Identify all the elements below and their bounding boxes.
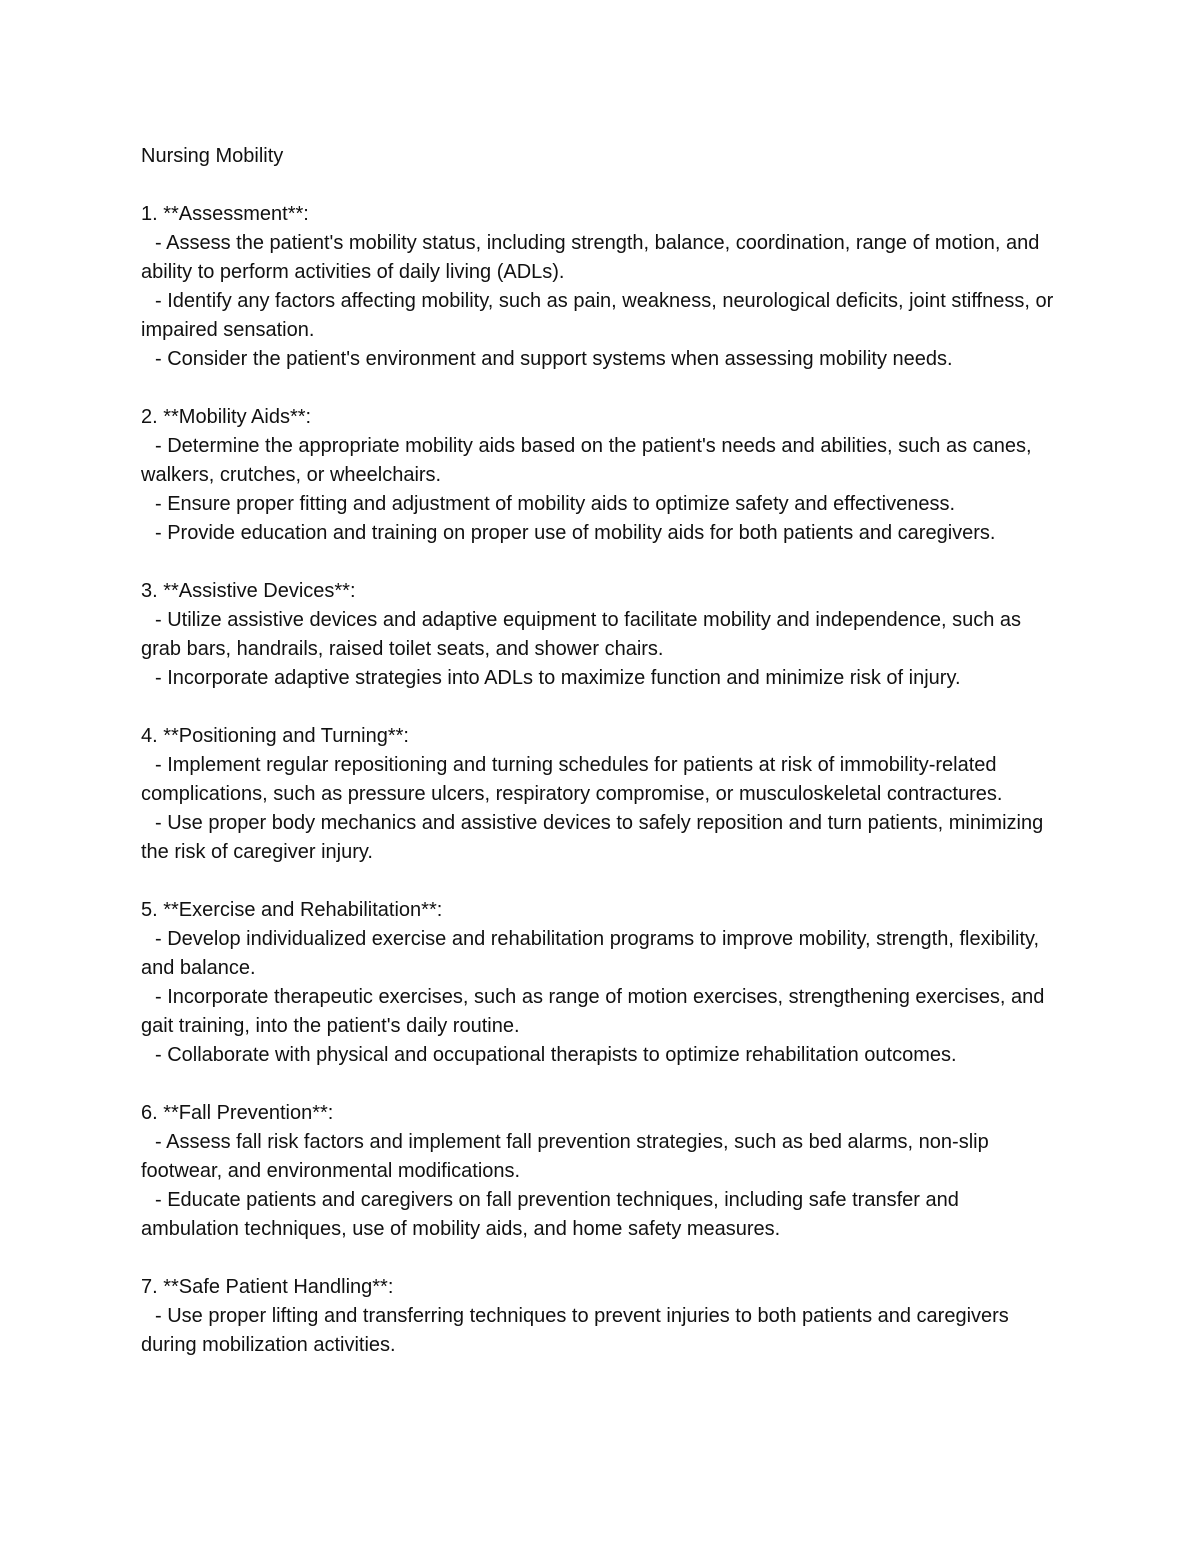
document-title: Nursing Mobility bbox=[141, 145, 284, 167]
blank-line bbox=[141, 548, 1061, 577]
bullet-item: - Assess fall risk factors and implement fall prevention strategies, such as bed alarms, non-slip footwear, and environmental modifications. bbox=[141, 1131, 995, 1182]
bullet-item: - Incorporate therapeutic exercises, such as range of motion exercises, strengthening exercises, and gait training, into the patient's daily routine. bbox=[141, 986, 1050, 1037]
blank-line bbox=[141, 867, 1061, 896]
bullet-item: - Develop individualized exercise and rehabilitation programs to improve mobility, strength, flexibility, and balance. bbox=[141, 928, 1045, 979]
bullet-item: - Ensure proper fitting and adjustment of mobility aids to optimize safety and effectiveness. bbox=[155, 493, 956, 515]
section-heading: 2. **Mobility Aids**: bbox=[141, 406, 312, 428]
blank-line bbox=[141, 1244, 1061, 1273]
bullet-item: - Use proper lifting and transferring techniques to prevent injuries to both patients and caregivers during mobilization activities. bbox=[141, 1305, 1015, 1356]
section-heading: 3. **Assistive Devices**: bbox=[141, 580, 356, 602]
section-assistive-devices bbox=[141, 577, 1061, 693]
section-mobility-aids bbox=[141, 403, 1061, 548]
section-safe-patient-handling bbox=[141, 1273, 1061, 1360]
blank-line bbox=[141, 171, 1061, 200]
section-heading: 5. **Exercise and Rehabilitation**: bbox=[141, 899, 443, 921]
blank-line bbox=[141, 1070, 1061, 1099]
bullet-item: - Provide education and training on proper use of mobility aids for both patients and caregivers. bbox=[155, 522, 996, 544]
section-positioning-turning bbox=[141, 722, 1061, 867]
bullet-item: - Use proper body mechanics and assistive devices to safely reposition and turn patients, minimizing the risk of caregiver injury. bbox=[141, 812, 1049, 863]
section-heading: 4. **Positioning and Turning**: bbox=[141, 725, 409, 747]
section-heading: 6. **Fall Prevention**: bbox=[141, 1102, 334, 1124]
bullet-item: - Utilize assistive devices and adaptive equipment to facilitate mobility and independence, such as grab bars, handrails, raised toilet seats, and shower chairs. bbox=[141, 609, 1027, 660]
section-heading: 7. **Safe Patient Handling**: bbox=[141, 1276, 394, 1298]
bullet-item: - Implement regular repositioning and turning schedules for patients at risk of immobility-related complications, such as pressure ulcers, respiratory compromise, or musculoskeletal contractures. bbox=[141, 754, 1003, 805]
bullet-item: - Consider the patient's environment and support systems when assessing mobility needs. bbox=[155, 348, 953, 370]
bullet-item: - Identify any factors affecting mobility, such as pain, weakness, neurological deficits, joint stiffness, or impaired sensation. bbox=[141, 290, 1059, 341]
section-fall-prevention bbox=[141, 1099, 1061, 1244]
bullet-item: - Collaborate with physical and occupational therapists to optimize rehabilitation outcomes. bbox=[155, 1044, 957, 1066]
section-exercise-rehabilitation bbox=[141, 896, 1061, 1070]
bullet-item: - Determine the appropriate mobility aids based on the patient's needs and abilities, such as canes, walkers, crutches, or wheelchairs. bbox=[141, 435, 1038, 486]
bullet-item: - Assess the patient's mobility status, including strength, balance, coordination, range of motion, and ability to perform activities of daily living (ADLs). bbox=[141, 232, 1045, 283]
blank-line bbox=[141, 374, 1061, 403]
bullet-item: - Incorporate adaptive strategies into ADLs to maximize function and minimize risk of injury. bbox=[155, 667, 961, 689]
section-heading: 1. **Assessment**: bbox=[141, 203, 309, 225]
document-body bbox=[141, 142, 1061, 1360]
bullet-item: - Educate patients and caregivers on fall prevention techniques, including safe transfer and ambulation techniques, use of mobility aids, and home safety measures. bbox=[141, 1189, 965, 1240]
section-assessment bbox=[141, 200, 1061, 374]
blank-line bbox=[141, 693, 1061, 722]
